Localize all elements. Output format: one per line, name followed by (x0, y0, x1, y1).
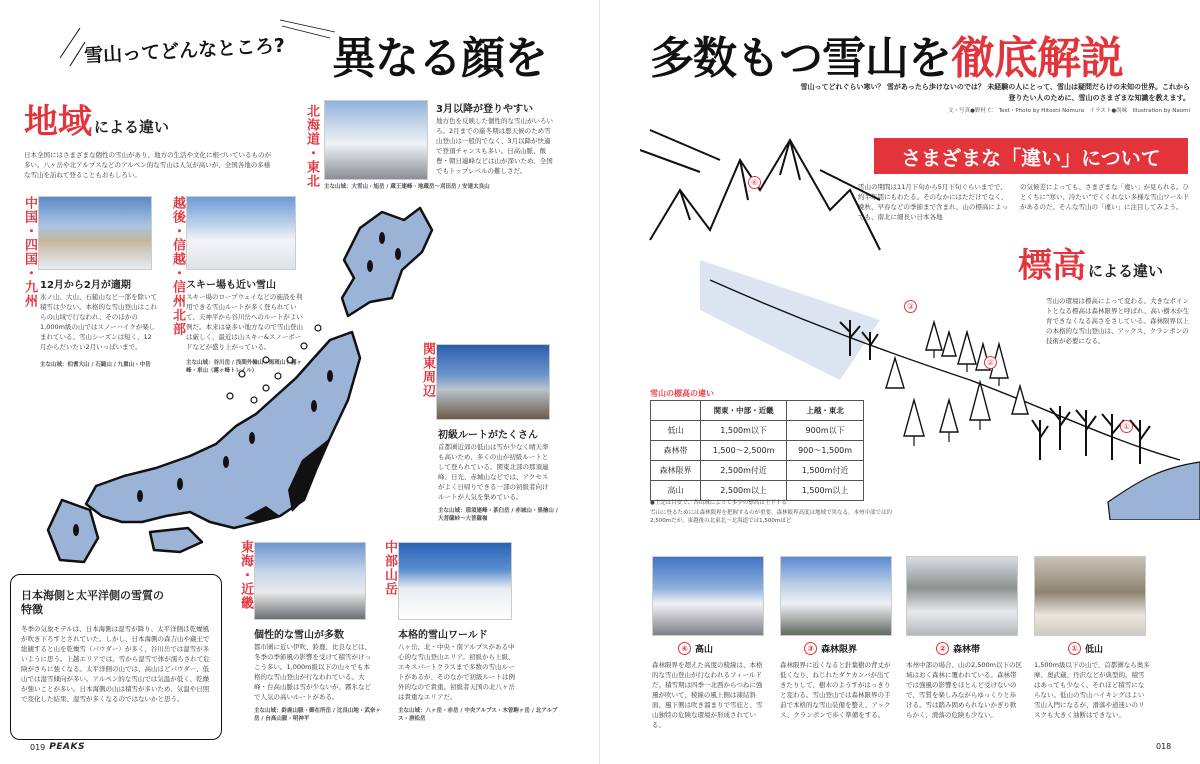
chugoku-mountains: 主な山域：伯耆大山 / 石鎚山 / 九重山・中岳 (40, 362, 151, 368)
caption-forest (936, 642, 980, 655)
table-cell: 1,500～2,500m (701, 441, 787, 461)
folio-number-right: 018 (1156, 742, 1172, 751)
table-row (651, 461, 864, 481)
coast-box (10, 574, 222, 740)
chubu-mountains: 主な山域：八ヶ岳・赤岳 / 中央アルプス・木曽駒ヶ岳 / 北アルプス・唐松岳 (398, 708, 558, 722)
photo-echigo (186, 196, 296, 270)
photo-kanto (436, 344, 550, 420)
table-header-2: 上越・東北 (787, 401, 864, 421)
table-cell: 低山 (651, 421, 701, 441)
diff-col2: の気候差によっても、さまざまな「違い」が見られる。ひとくちに“寒い、冷たい”でくくれない多様な雪山ワールドがあるのだ。そんな雪山の「違い」に注目してみよう。 (1020, 183, 1190, 212)
photo-forest (906, 556, 1018, 636)
table-row (651, 421, 864, 441)
table-row (651, 481, 864, 501)
lead-text: 雪山ってどれぐらい寒い？ 雪があったら歩けないのでは？ 未経験の人にとって、雪山は疑問だらけの未知の世界。これから登りたい人のために、雪山のさまざまな知識を教えます。 (800, 83, 1190, 103)
table-header-0 (651, 401, 701, 421)
folio-number-left: 019 (30, 742, 46, 752)
magazine-logo: PEAKS (49, 742, 85, 752)
echigo-title: スキー場も近い雪山 (186, 280, 276, 291)
label-echigo: 越後・信越・信州北部 (170, 196, 185, 336)
caption-lowhill (1068, 642, 1103, 655)
region-title-big: 地域 (24, 102, 92, 142)
region-intro: 日本全国にはさまざまな個性の雪山があり、地方の生活や文化に根づいているものが多い。八ヶ岳や北アルプスなどのアルペン的な雪山は人気が高いが、全国各地の多様な雪山を訪ねて登ることもおもしろい。 (24, 151, 271, 180)
banner-text: さまざまな「違い」について (901, 145, 1161, 170)
diagram-num-1: ① (1120, 420, 1133, 433)
title-main-right-row (650, 22, 1123, 86)
echigo-mountains: 主な山域：谷川岳 / 浅間外輪山・黒斑山 / 霧ヶ峰・車山（霧ヶ峰トレイル） (186, 360, 303, 374)
diagram-num-4: ④ (748, 176, 761, 189)
hokkaido-title: 3月以降が登りやすい (436, 104, 533, 115)
credit-text: 文・写真●野村 仁 Text・Photo by Hitoshi Nomura イラスト●尚味 Illustration by Naomi (948, 108, 1190, 114)
table-cell: 1,500m以上 (787, 481, 864, 501)
caption-title: 森林限界 (821, 645, 858, 655)
photo-body-alpine: 森林限界を超えた高度の稜線は、本格的な雪山登山が行なわれるフィールドだ。積雪期は四季一北西からつねに強風が吹いて、稜線の風上側は凍結斜面、風下側は吹き溜まりで雪庇と、雪山独特の危険な環境が形成されている。 (652, 661, 763, 730)
caption-num: ④ (678, 642, 691, 655)
caption-treeline (804, 642, 857, 655)
tokai-mountains: 主な山域：鈴鹿山脈・御在所岳 / 比良山地・武奈ヶ岳 / 台高山脈・明神平 (254, 708, 381, 722)
photo-body-treeline: 森林限界に近くなると針葉樹の背丈が低くなり、ねじれたダケカンバが出てきたりして、樹木のようすがはっきりと変わる。雪山登山では森林限界の手前で本格的な雪山装備を整え、アックス、クランポンで歩く準備をする。 (780, 661, 891, 720)
photo-lowhill (1034, 556, 1146, 636)
table-header-1: 関東・中部・近畿 (701, 401, 787, 421)
kanto-body: 首都圏近郊の低山は雪が少なく晴天率も高いため、多くの山が初級ルートとして登られている。関東北部の那須連峰、日光、赤城山などでは、アクセスがよく日帰りできる一部の初級者向けルートが人気を集めている。 (438, 443, 549, 502)
title-main-right: 多数もつ雪山を (650, 33, 951, 84)
region-heading (24, 104, 169, 140)
table-title: 雪山の標高の違い (650, 389, 714, 398)
title-accent: 徹底解説 (951, 33, 1123, 84)
caption-num: ② (936, 642, 949, 655)
photo-chugoku (38, 196, 152, 270)
label-tokai: 東海・近畿 (238, 540, 253, 610)
table-cell: 2,500m以上 (701, 481, 787, 501)
caption-alpine (678, 642, 713, 655)
photo-chubu (398, 542, 512, 620)
photo-body-lowhill: 1,500m級以下の山で、首都圏なら奥多摩、奥武蔵、丹沢などが典型的。積雪はあっても少なく、それほど積雪にならない。低山の雪山ハイキングはよい雪山入門になるが、滑落や道迷いのリスクも大きく油断はできない。 (1034, 661, 1150, 720)
table-cell: 900～1,500m (787, 441, 864, 461)
photo-alpine (652, 556, 764, 636)
echigo-body: スキー場のロープウェイなどの施設を利用できる雪山ルートが多く登られていて、天神平から谷川岳へのルートがよい例だ。本来は豪多い地方なので雪山登山は厳しく、最近は山スキー&スノーボードなどが盛り上がっている。 (186, 293, 303, 352)
caption-title: 森林帯 (953, 645, 981, 655)
caption-title: 低山 (1085, 645, 1104, 655)
chugoku-title: 12月から2月が適期 (40, 280, 131, 291)
photo-hokkaido (324, 100, 428, 180)
chugoku-body: 氷ノ山、大山、石鎚山など一部を除いて積雪は少ない。本格的な雪山登山はこれらの山域で行なわれ、そのほかの1,000m級の山ではスノーハイクが楽しまれている。雪山シーズンは短く、12月からだいたい2月いっぱいまで。 (40, 293, 157, 352)
table-cell: 森林帯 (651, 441, 701, 461)
caption-num: ③ (804, 642, 817, 655)
label-kanto: 関東周辺 (420, 342, 435, 398)
elevation-table (650, 400, 864, 501)
table-cell: 900m以下 (787, 421, 864, 441)
table-cell: 高山 (651, 481, 701, 501)
table-row (651, 441, 864, 461)
table-note2: 雪山に登るためには森林限界を把握するのが重要。森林限界高度は地域で異なる。本州中部では約2,500mだが、東越後の北東北～北海道では1,500mほど (650, 510, 893, 524)
hokkaido-mountains: 主な山域：大雪山・旭岳 / 蔵王連峰・地蔵岳～刈田岳 / 安達太良山 (324, 184, 490, 190)
title-lead: 雪山ってどんなところ? (83, 34, 286, 68)
elev-title-big: 標高 (1018, 246, 1086, 286)
coast-body: 冬季の気象モデルは、日本海側は湿雪が降り、太平洋側は乾燥風が吹き下ろすとされていた。しかし、日本海側の森吉山や蔵王で総観すると山を乾燥雪（パウダー）が多く、谷川岳では湿雪が多いように思う。上越エリアでは、雪から湿雪で体が濡らされて危険がさらに強くなる。太平洋側の山では、高山ほどパウダー、低山では湿雪傾向が多い。アルペン的な雪山では気温が低く、乾燥が強いことが多い。日本海側の山は積雪が多いため、気温や日照で変化した結果、湿雪が多くなるのではないかと思う。 (21, 624, 210, 704)
kanto-mountains: 主な山域：那須連峰・茶臼岳 / 赤城山・黒檜山 / 大菩薩峠～大菩薩嶺 (438, 508, 558, 522)
table-cell: 1,500m以下 (701, 421, 787, 441)
hokkaido-body: 地方色を反映した個性的な雪山がいろいろ。2月までの厳冬期は悪天候のため雪山登山は一般的でなく、3月以降が快適で登頂チャンスも多い。日高山脈、飯豊・朝日連峰などは山が深いため、全国でもトップレベルの難しさだ。 (436, 117, 553, 176)
chubu-title: 本格的雪山ワールド (398, 630, 488, 641)
photo-treeline (780, 556, 892, 636)
kanto-title: 初級ルートがたくさん (438, 430, 538, 441)
table-cell: 2,500m付近 (701, 461, 787, 481)
tokai-body: 都市圏に近い伊吹、鈴鹿、比良などは、冬季の季節風の影響を受けて積雪がけっこう多い。1,000m級以下の山々でも本格的な雪山登山が行なわれている。大峰・台高山脈は雪が少ないが、霧氷などで人気の高いルートがある。 (254, 643, 371, 702)
caption-title: 高山 (695, 645, 714, 655)
folio-left (30, 742, 85, 752)
table-note1: ●上記は目安で、各山域によって多少の標高は上下する (650, 500, 787, 506)
region-title-small: による違い (94, 118, 170, 136)
photo-body-forest: 本州中部の場合、山の2,500m以下の区域はおく森林に覆われている。森林帯では強風の影響をほとんど受けないので、雪質を楽しみながらゆっくりと歩ける。雪は踏み固められないかぎり軟らかく、滑落の危険も少ない。 (906, 661, 1022, 720)
tokai-title: 個性的な雪山が多数 (254, 630, 344, 641)
title-main-left: 異なる顔を (332, 33, 547, 84)
diagram-num-2: ② (984, 356, 997, 369)
elev-body: 雪山の環境は標高によって変わる。大きなポイントとなる標高は森林限界と呼ばれ、高い樹木が生育できなくなる高さをさしている。森林限界以上の本格的な雪山登山は、アックス、クランポンの技術が必要になる。 (1046, 297, 1190, 346)
elev-title-small: による違い (1088, 262, 1164, 280)
diff-col1: 雪山の期間は11月下旬から5月下旬ぐらいまでで、約半年間にもわたる。そのなかにはただけでなく、晩秋、早春などの季節まで含まれ、山の標高によっても、南北に細長い日本各地 (858, 183, 1008, 222)
photo-tokai (254, 542, 366, 620)
chubu-body: 八ヶ岳、北・中央・南アルプスがある中心的な雪山登山エリア。初級から上級、エキスパートクラスまで多数の雪山ルートがあるが、そのなかで初級ルートは例外的なので貴重。初級者天国の北八ヶ岳は貴重なエリアだ。 (398, 643, 515, 702)
coast-title: 日本海側と太平洋側の雪質の特徴 (21, 589, 164, 617)
label-chubu: 中部山岳 (382, 540, 397, 596)
table-cell: 1,500m付近 (787, 461, 864, 481)
table-cell: 森林限界 (651, 461, 701, 481)
right-page (600, 0, 1200, 764)
label-hokkaido: 北海道・東北 (304, 104, 319, 188)
label-chugoku: 中国・四国・九州 (22, 196, 37, 308)
diagram-num-3: ③ (904, 300, 917, 313)
caption-num: ① (1068, 642, 1081, 655)
